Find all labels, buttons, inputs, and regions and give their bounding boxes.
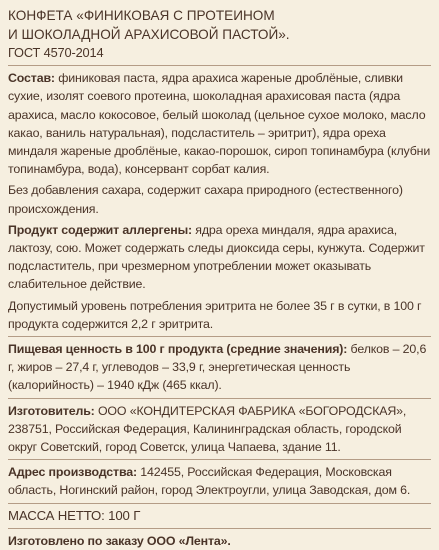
divider [8, 528, 431, 529]
sugar-note: Без добавления сахара, содержит сахара природного (естественного) происхождения. [8, 183, 403, 216]
composition-text: финиковая паста, ядра арахиса жареные дроблёные, сливки сухие, изолят соевого протеина, шоколадная арахисовая паста (ядра арахиса, масло кокосовое, белый шоколад (цельное сухое молоко, масло какао, ваниль натуральная), подсластитель – эритрит), ядра ореха миндаля жареные дроблёные, какао-порошок, сироп топинамбура (клубни топинамбура, вода), консервант сорбат калия. [8, 71, 431, 177]
manufacturer-text: ООО «КОНДИТЕРСКАЯ ФАБРИКА «БОГОРОДСКАЯ», 238751, Российская Федерация, Калининградская область, городской округ Советский, город Советск, улица Чапаева, здание 11. [8, 403, 407, 455]
divider [8, 503, 431, 504]
divider [8, 65, 431, 66]
nutrition-text: белков – 20,6 г, жиров – 27,4 г, углеводов – 33,9 г, энергетическая ценность (калорийность) – 1940 кДж (465 ккал). [8, 342, 427, 393]
allergen-text: ядра ореха миндаля, ядра арахиса, лактозу, сою. Может содержать следы диоксида серы, кунжута. Содержит подсластитель, при чрезмерном употреблении может оказывать слабительное действие. [8, 222, 425, 292]
allergens [8, 221, 431, 294]
composition-label: Состав: [8, 71, 55, 86]
composition [8, 69, 431, 178]
nutrition-facts [8, 340, 431, 395]
divider [8, 459, 431, 460]
allergen-label: Продукт содержит аллергены: [8, 222, 192, 237]
address-text: 142455, Российская Федерация, Московская область, Ногинский район, город Электроугли, улица Заводская, дом 6. [8, 465, 411, 498]
erythritol-note: Допустимый уровень потребления эритрита не более 35 г в сутки, в 100 г продукта содержится 2,2 г эритрита. [8, 298, 422, 331]
manufacturer [8, 402, 431, 457]
net-mass: МАССА НЕТТО: 100 Г [8, 507, 141, 523]
nutrition-label: Пищевая ценность в 100 г продукта (средние значения): [8, 342, 348, 357]
divider [8, 336, 431, 337]
product-title-line-2: И ШОКОЛАДНОЙ АРАХИСОВОЙ ПАСТОЙ». [8, 27, 290, 42]
production-address [8, 463, 431, 499]
manufacturer-label: Изготовитель: [8, 403, 95, 418]
made-for: Изготовлено по заказу ООО «Лента». [8, 533, 231, 548]
divider [8, 398, 431, 399]
product-title-line-1: КОНФЕТА «ФИНИКОВАЯ С ПРОТЕИНОМ [8, 8, 275, 23]
gost-standard: ГОСТ 4570-2014 [8, 45, 104, 60]
address-label: Адрес производства: [8, 465, 137, 480]
